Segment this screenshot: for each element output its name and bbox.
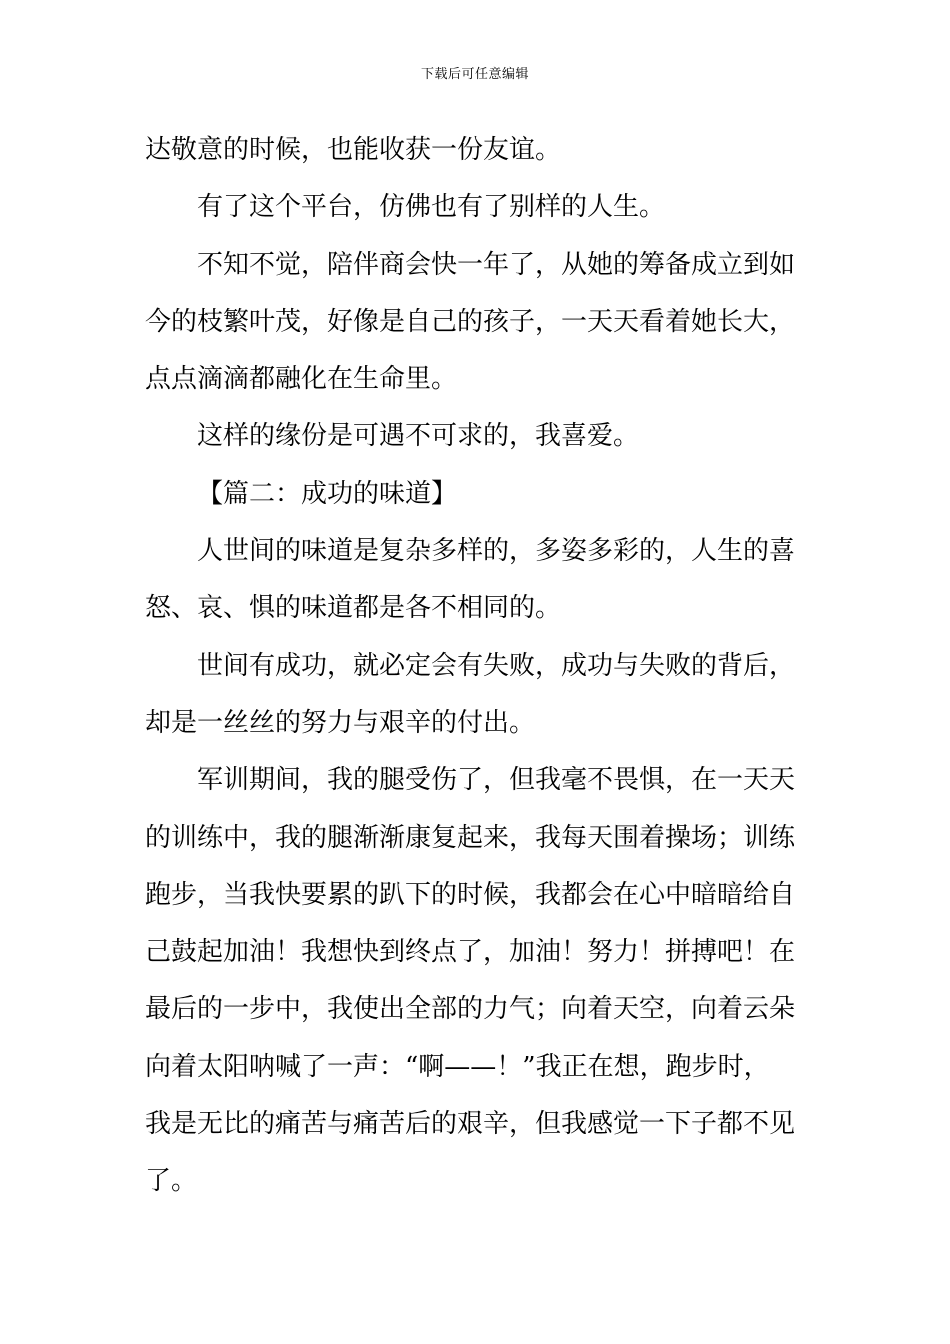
text-line: 了。: [145, 1166, 198, 1197]
text-line: 的训练中，我的腿渐渐康复起来，我每天围着操场；训练: [145, 822, 796, 853]
text-line: 己鼓起加油！我想快到终点了，加油！努力！拼搏吧！在: [145, 937, 796, 968]
document-body: [145, 122, 810, 1211]
page-header: 下载后可任意编辑: [420, 67, 529, 82]
paragraph-first-line: 军训期间，我的腿受伤了，但我毫不畏惧，在一天天: [197, 765, 796, 796]
paragraph-first-line: 不知不觉，陪伴商会快一年了，从她的筹备成立到如: [197, 249, 796, 280]
text-line: 最后的一步中，我使出全部的力气；向着天空，向着云朵: [145, 994, 796, 1025]
text-line: 我是无比的痛苦与痛苦后的艰辛，但我感觉一下子都不见: [145, 1109, 796, 1140]
text-line: 今的枝繁叶茂，好像是自己的孩子，一天天看着她长大，: [145, 306, 796, 337]
text-line: 跑步，当我快要累的趴下的时候，我都会在心中暗暗给自: [145, 879, 796, 910]
paragraph-first-line: 这样的缘份是可遇不可求的，我喜爱。: [197, 421, 640, 452]
text-line: 怒、哀、惧的味道都是各不相同的。: [145, 593, 562, 624]
text-line: 向着太阳呐喊了一声：“啊——！”我正在想，跑步时，: [145, 1051, 770, 1082]
text-line: 达敬意的时候，也能收获一份友谊。: [145, 135, 562, 165]
paragraph-first-line: 有了这个平台，仿佛也有了别样的人生。: [197, 192, 666, 223]
text-line: 却是一丝丝的努力与艰辛的付出。: [145, 707, 536, 738]
text-line: 点点滴滴都融化在生命里。: [145, 364, 458, 395]
section-heading: 【篇二：成功的味道】: [197, 478, 458, 509]
paragraph-first-line: 世间有成功，就必定会有失败，成功与失败的背后，: [197, 650, 796, 681]
paragraph-first-line: 人世间的味道是复杂多样的，多姿多彩的，人生的喜: [197, 536, 796, 567]
